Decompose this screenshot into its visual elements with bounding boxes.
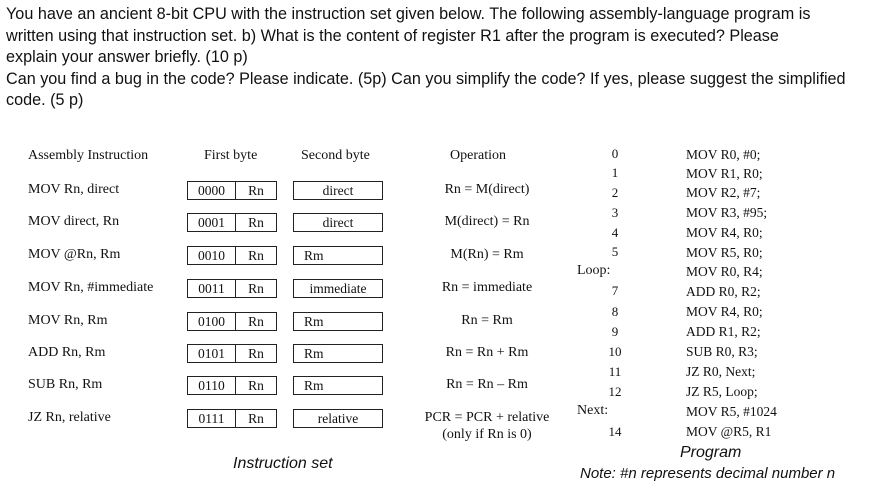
instruction-name: ADD Rn, Rm	[28, 345, 106, 360]
instruction-name: MOV Rn, #immediate	[28, 280, 154, 295]
first-byte-box	[187, 213, 277, 232]
program-line: JZ R0, Next;	[686, 364, 756, 379]
register-field: Rn	[248, 313, 264, 329]
program-line: MOV R0, R4;	[686, 264, 763, 279]
operation: M(direct) = Rn	[444, 214, 530, 229]
register-field: Rn	[248, 280, 264, 296]
program-line: MOV R5, #1024	[686, 404, 777, 419]
instruction-name: MOV @Rn, Rm	[28, 247, 121, 262]
question-text	[6, 4, 878, 112]
operation-note: (only if Rn is 0)	[442, 427, 532, 442]
register-field: Rn	[248, 377, 264, 393]
line-number: 10	[608, 344, 622, 359]
line-number: 5	[611, 244, 619, 259]
line-number: 2	[611, 185, 619, 200]
second-byte-box: immediate	[293, 279, 383, 298]
first-byte-box	[187, 279, 277, 298]
register-field: Rn	[248, 410, 264, 426]
header-operation: Operation	[450, 148, 506, 163]
program-line: ADD R0, R2;	[686, 284, 761, 299]
line-number: 7	[611, 283, 619, 298]
question-line: Can you find a bug in the code? Please indicate. (5p) Can you simplify the code? If yes, please suggest the simplified	[6, 69, 846, 88]
register-field: Rn	[248, 247, 264, 263]
instruction-set-caption: Instruction set	[233, 455, 333, 472]
register-field: Rn	[248, 214, 264, 230]
first-byte-box	[187, 376, 277, 395]
second-byte-box: direct	[293, 213, 383, 232]
opcode: 0101	[188, 345, 236, 362]
question-line: You have an ancient 8-bit CPU with the instruction set given below. The following assembly-language program is	[6, 5, 811, 23]
program-caption: Program	[680, 444, 742, 461]
instruction-name: MOV Rn, Rm	[28, 313, 108, 328]
program-line: MOV R0, #0;	[686, 147, 761, 162]
instruction-name: JZ Rn, relative	[28, 410, 111, 425]
program-line: MOV R5, R0;	[686, 245, 763, 260]
first-byte-box	[187, 312, 277, 331]
second-byte-box: Rm	[293, 246, 383, 265]
second-byte-box: relative	[293, 409, 383, 428]
line-number: 14	[608, 424, 622, 439]
program-line: JZ R5, Loop;	[686, 384, 758, 399]
second-byte-box: Rm	[293, 376, 383, 395]
line-number: 3	[611, 205, 619, 220]
register-field: Rn	[248, 345, 264, 361]
instruction-name: MOV Rn, direct	[28, 182, 120, 197]
header-assembly: Assembly Instruction	[28, 148, 149, 163]
first-byte-box	[187, 344, 277, 363]
opcode: 0100	[188, 313, 236, 330]
operation: Rn = M(direct)	[444, 182, 530, 197]
program-line: MOV R4, R0;	[686, 304, 763, 319]
program-note: Note: #n represents decimal number n	[580, 465, 836, 482]
program-line: MOV R3, #95;	[686, 205, 768, 220]
instruction-name: MOV direct, Rn	[28, 214, 120, 229]
label-loop: Loop:	[577, 263, 611, 278]
line-number: 11	[608, 364, 622, 379]
line-number: 8	[611, 304, 619, 319]
opcode: 0000	[188, 182, 236, 199]
line-number: 4	[611, 225, 619, 240]
first-byte-box	[187, 246, 277, 265]
opcode: 0111	[188, 410, 236, 427]
operation: Rn = Rn + Rm	[445, 345, 529, 360]
header-first-byte: First byte	[204, 148, 258, 163]
header-second-byte: Second byte	[301, 148, 370, 163]
program-line: MOV @R5, R1	[686, 424, 772, 439]
instruction-name: SUB Rn, Rm	[28, 377, 103, 392]
operation: M(Rn) = Rm	[450, 247, 524, 262]
line-number: 9	[611, 324, 619, 339]
second-byte-box: Rm	[293, 312, 383, 331]
line-number: 0	[611, 146, 619, 161]
operation: Rn = immediate	[441, 280, 533, 295]
operation: Rn = Rm	[461, 313, 513, 328]
operation: Rn = Rn – Rm	[446, 377, 528, 392]
register-field: Rn	[248, 182, 264, 198]
program-line: ADD R1, R2;	[686, 324, 761, 339]
first-byte-box	[187, 409, 277, 428]
program-line: MOV R1, R0;	[686, 166, 763, 181]
label-next: Next:	[577, 403, 609, 418]
question-line: explain your answer briefly. (10 p)	[6, 48, 248, 66]
opcode: 0011	[188, 280, 236, 297]
question-line: code. (5 p)	[6, 91, 84, 109]
opcode: 0110	[188, 377, 236, 394]
line-number: 12	[608, 384, 622, 399]
second-byte-box: direct	[293, 181, 383, 200]
opcode: 0010	[188, 247, 236, 264]
first-byte-box	[187, 181, 277, 200]
program-line: SUB R0, R3;	[686, 344, 758, 359]
operation: PCR = PCR + relative	[424, 410, 550, 425]
opcode: 0001	[188, 214, 236, 231]
program-line: MOV R4, R0;	[686, 225, 763, 240]
line-number: 1	[611, 165, 619, 180]
second-byte-box: Rm	[293, 344, 383, 363]
question-line: written using that instruction set. b) What is the content of register R1 after the program is executed? Please	[6, 26, 779, 45]
program-line: MOV R2, #7;	[686, 185, 761, 200]
